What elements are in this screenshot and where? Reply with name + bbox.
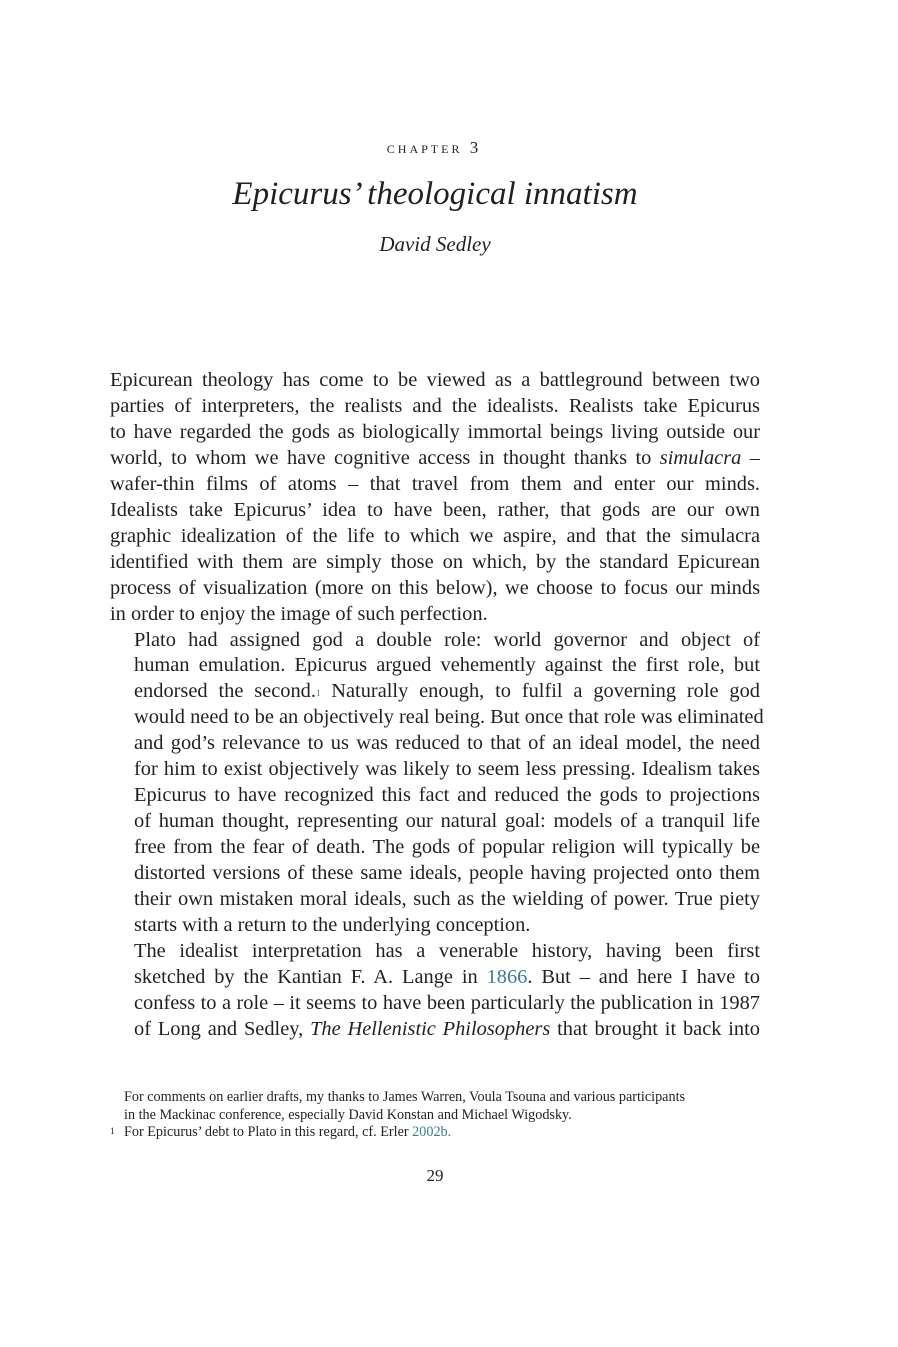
chapter-title: Epicurus’ theological innatism: [232, 176, 638, 212]
footnote-1: [110, 1124, 760, 1142]
text-line: identified with them are simply those on which, by the standard Epicurean: [110, 550, 760, 573]
footnote-ref-1[interactable]: 1: [315, 688, 321, 699]
paragraph-2: [110, 628, 764, 939]
text-line: in order to enjoy the image of such perfection.: [110, 602, 488, 625]
emphasis-book-title: The Hellenistic Philosophers: [310, 1017, 551, 1040]
footnote-text: For Epicurus’ debt to Plato in this regard, cf. Erler: [124, 1124, 413, 1140]
text-line: of human thought, representing our natural goal: models of a tranquil life: [134, 810, 760, 833]
text-line: distorted versions of these same ideals, people having projected onto them: [134, 862, 760, 885]
chapter-author: David Sedley: [379, 232, 491, 256]
text-line: Epicurus to have recognized this fact and reduced the gods to projections: [134, 784, 760, 807]
text-line: process of visualization (more on this below), we choose to focus our minds: [110, 576, 760, 599]
text-line: [110, 965, 760, 991]
footnote-line: in the Mackinac conference, especially David Konstan and Michael Wigodsky.: [124, 1106, 572, 1123]
text-segment: of Long and Sedley,: [134, 1017, 311, 1040]
acknowledgement-note: [110, 1089, 760, 1124]
text-line: Idealists take Epicurus’ idea to have been, rather, that gods are our own: [110, 498, 760, 521]
text-line: wafer-thin films of atoms – that travel from them and enter our minds.: [110, 472, 760, 495]
footnote-mark: 1: [110, 1126, 115, 1136]
text-segment: . But – and here I have to: [527, 965, 761, 988]
text-line: [110, 679, 760, 705]
text-segment: Naturally enough, to fulfil a governing role god: [320, 680, 760, 703]
text-line: Plato had assigned god a double role: world governor and object of: [134, 628, 760, 651]
text-segment: –: [741, 446, 760, 469]
text-line: human emulation. Epicurus argued vehemently against the first role, but: [134, 654, 760, 677]
citation-link-1866[interactable]: 1866: [486, 965, 528, 988]
text-line: free from the fear of death. The gods of popular religion will typically be: [134, 836, 760, 859]
paragraph-3: [110, 939, 760, 1043]
paragraph-1: [110, 368, 760, 628]
text-line: parties of interpreters, the realists and the idealists. Realists take Epicurus: [110, 394, 760, 417]
footnote-line: For comments on earlier drafts, my thanks to James Warren, Voula Tsouna and various participants: [124, 1089, 686, 1105]
text-line: confess to a role – it seems to have been particularly the publication in 1987: [134, 991, 760, 1014]
text-line: [110, 1017, 760, 1043]
text-line: and god’s relevance to us was reduced to that of an ideal model, the need: [134, 732, 760, 755]
text-line: graphic idealization of the life to which we aspire, and that the simulacra: [110, 524, 760, 547]
text-line: would need to be an objectively real being. But once that role was eliminated: [134, 706, 764, 729]
text-line: The idealist interpretation has a venerable history, having been first: [134, 939, 760, 962]
text-line: their own mistaken moral ideals, such as the wielding of power. True piety: [134, 888, 760, 911]
citation-link-2002b[interactable]: 2002b.: [412, 1124, 452, 1140]
text-line: [110, 446, 760, 472]
emphasis-simulacra: simulacra: [659, 446, 742, 469]
page-number: 29: [426, 1166, 444, 1185]
body-text: [110, 368, 764, 1043]
footnotes: [110, 1089, 760, 1142]
chapter-label: chapter 3: [386, 138, 482, 157]
text-segment: that brought it back into: [550, 1017, 760, 1040]
text-segment: endorsed the second.: [134, 680, 316, 703]
text-line: for him to exist objectively was likely to seem less pressing. Idealism takes: [134, 758, 760, 781]
text-line: Epicurean theology has come to be viewed as a battleground between two: [110, 369, 760, 391]
text-segment: world, to whom we have cognitive access in thought thanks to: [110, 446, 652, 469]
text-line: to have regarded the gods as biologically immortal beings living outside our: [110, 420, 760, 443]
footnote-line: [124, 1124, 760, 1142]
text-line: starts with a return to the underlying conception.: [134, 914, 531, 937]
text-segment: sketched by the Kantian F. A. Lange in: [134, 965, 487, 988]
